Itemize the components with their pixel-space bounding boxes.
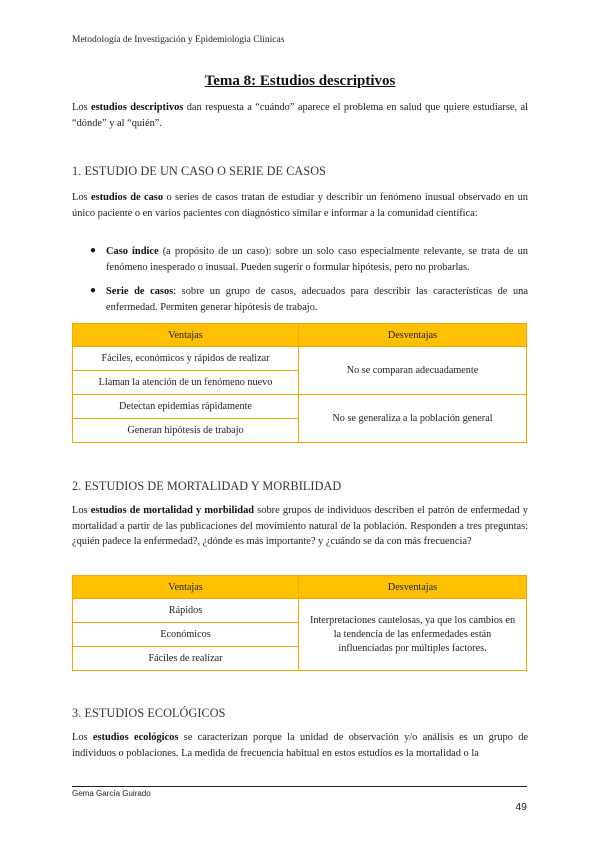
advantage-cell: Fáciles de realizar [73, 647, 299, 671]
bullet-bold: Caso índice [106, 246, 159, 257]
s3-text-1: Los [72, 732, 93, 743]
section-1-heading: 1. ESTUDIO DE UN CASO O SERIE DE CASOS [72, 164, 326, 178]
advantage-cell: Fáciles, económicos y rápidos de realizar [73, 347, 299, 371]
bullet-dot-icon: ● [90, 285, 97, 296]
intro-bold-term: estudios descriptivos [91, 102, 184, 113]
advantage-cell: Generan hipótesis de trabajo [73, 419, 299, 443]
s2-text-1: Los [72, 505, 91, 516]
intro-text-2: dan respuesta a “cuándo” aparece el problema en salud que quiere estudiarse, al “dónde” y al “quién”. [72, 102, 528, 129]
s2-text-2: sobre grupos de individuos describen el patrón de enfermedad y mortalidad a partir de las publicaciones del movimiento natural de la población. Responden a tres preguntas: ¿quién padece la enfermedad?, ¿dónde es más importante? y ¿cuándo se da con más frecuencia? [72, 505, 528, 547]
advantage-cell: Llaman la atención de un fenómeno nuevo [73, 371, 299, 395]
footer-author: Gema García Guirado [72, 789, 151, 798]
s3-text-2: se caracterizan porque la unidad de observación y/o análisis es un grupo de individuos o poblaciones. La medida de frecuencia habitual en estos estudios es la mortalidad o la [72, 732, 528, 759]
table-row [73, 347, 527, 371]
table-row [73, 599, 527, 623]
s1-bold-term: estudios de caso [91, 192, 164, 203]
section-3-paragraph [72, 730, 528, 761]
running-header: Metodología de Investigación y Epidemiología Clínicas [72, 35, 285, 45]
s1-text-2: o series de casos tratan de estudiar y describir un fenómeno inusual observado en un único paciente o en varios pacientes con diagnóstico similar e informar a la comunidad científica: [72, 192, 529, 219]
section-2-pros-cons-table [72, 575, 527, 671]
intro-text-1: Los [72, 102, 91, 113]
s3-bold-term: estudios ecológicos [92, 732, 179, 743]
section-3-heading: 3. ESTUDIOS ECOLÓGICOS [72, 706, 226, 720]
s1-text-1: Los [72, 192, 91, 203]
advantage-cell: Rápidos [73, 599, 299, 623]
table-row [73, 395, 527, 419]
bullet-body: : sobre un grupo de casos, adecuados para describir las características de una enfermedad. Permiten generar hipótesis de trabajo. [106, 286, 528, 313]
advantage-cell: Detectan epidemias rápidamente [73, 395, 299, 419]
section-1-paragraph [72, 190, 528, 221]
table-header-row [73, 324, 527, 347]
header-desventajas: Desventajas [299, 576, 527, 599]
advantage-cell: Económicos [73, 623, 299, 647]
intro-paragraph [72, 100, 528, 131]
disadvantage-cell: No se generaliza a la población general [299, 395, 527, 443]
bullet-dot-icon: ● [90, 245, 97, 256]
section-2-paragraph [72, 503, 528, 550]
page-title: Tema 8: Estudios descriptivos [204, 73, 396, 89]
table-header-row [73, 576, 527, 599]
page-number: 49 [515, 801, 527, 813]
header-ventajas: Ventajas [73, 576, 299, 599]
bullet-text [106, 244, 528, 275]
disadvantage-cell: No se comparan adecuadamente [299, 347, 527, 395]
section-2-heading: 2. ESTUDIOS DE MORTALIDAD Y MORBILIDAD [72, 479, 342, 493]
header-desventajas: Desventajas [299, 324, 527, 347]
header-ventajas: Ventajas [73, 324, 299, 347]
section-1-pros-cons-table [72, 323, 527, 443]
footer-divider [72, 786, 527, 787]
bullet-body: (a propósito de un caso): sobre un solo caso especialmente relevante, se trata de un fenómeno inesperado o inusual. Pueden sugerir o formular hipótesis, pero no probarlas. [106, 246, 529, 273]
bullet-bold: Serie de casos [106, 286, 174, 297]
s2-bold-term: estudios de mortalidad y morbilidad [90, 505, 255, 516]
disadvantage-cell: Interpretaciones cautelosas, ya que los cambios en la tendencia de las enfermedades están influenciadas por múltiples factores. [299, 599, 527, 671]
bullet-text [106, 284, 528, 315]
